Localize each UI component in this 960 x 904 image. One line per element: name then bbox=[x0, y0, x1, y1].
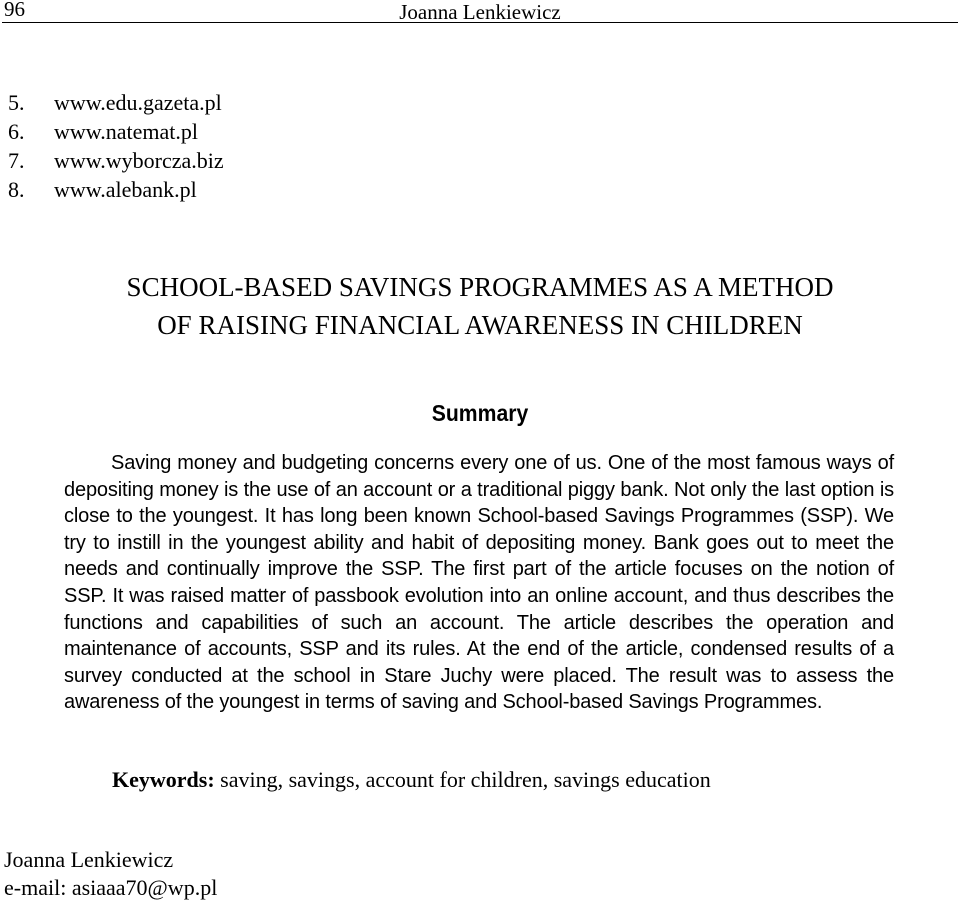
reference-number: 7. bbox=[8, 148, 25, 173]
page-number: 96 bbox=[4, 0, 25, 21]
summary-heading: Summary bbox=[431, 400, 529, 426]
article-title-line-2: OF RAISING FINANCIAL AWARENESS IN CHILDREN bbox=[157, 310, 803, 340]
keywords bbox=[112, 767, 711, 793]
summary-text: Saving money and budgeting concerns every one of us. One of the most famous ways of depositing money is the use of an account or a traditional piggy bank. Not only the last option is close to the youngest. It has long been known School-based Savings Programmes (SSP). We try to instill in the youngest ability and habit of depositing money. Bank goes out to meet the needs and continually improve the SSP. The first part of the article focuses on the notion of SSP. It was raised matter of passbook evolution into an online account, and thus describes the functions and capabilities of such an account. The article describes the operation and maintenance of accounts, SSP and its rules. At the end of the article, condensed results of a survey conducted at the school in Stare Juchy were placed. The result was to assess the awareness of the youngest in terms of saving and School-based Savings Programmes. bbox=[64, 452, 894, 714]
reference-link[interactable]: www.alebank.pl bbox=[54, 177, 197, 202]
reference-item bbox=[8, 117, 224, 146]
author-name: Joanna Lenkiewicz bbox=[4, 847, 174, 872]
page-header bbox=[2, 0, 958, 23]
reference-item bbox=[8, 175, 224, 204]
email-label: e-mail: bbox=[4, 875, 67, 900]
reference-number: 8. bbox=[8, 177, 25, 202]
reference-number: 5. bbox=[8, 90, 25, 115]
running-head: Joanna Lenkiewicz bbox=[399, 0, 561, 24]
reference-link[interactable]: www.edu.gazeta.pl bbox=[54, 90, 222, 115]
keywords-text: saving, savings, account for children, savings education bbox=[220, 767, 711, 792]
reference-link[interactable]: www.natemat.pl bbox=[54, 119, 198, 144]
reference-list bbox=[8, 88, 224, 204]
article-title-line-1: SCHOOL-BASED SAVINGS PROGRAMMES AS A METHOD bbox=[126, 272, 834, 302]
article-title bbox=[0, 268, 960, 344]
author-email-line bbox=[4, 874, 217, 902]
author-email[interactable]: asiaaa70@wp.pl bbox=[71, 875, 218, 900]
reference-link[interactable]: www.wyborcza.biz bbox=[54, 148, 224, 173]
author-info bbox=[4, 846, 217, 902]
reference-number: 6. bbox=[8, 119, 25, 144]
keywords-label: Keywords: bbox=[112, 767, 215, 792]
reference-item bbox=[8, 88, 224, 117]
reference-item bbox=[8, 146, 224, 175]
